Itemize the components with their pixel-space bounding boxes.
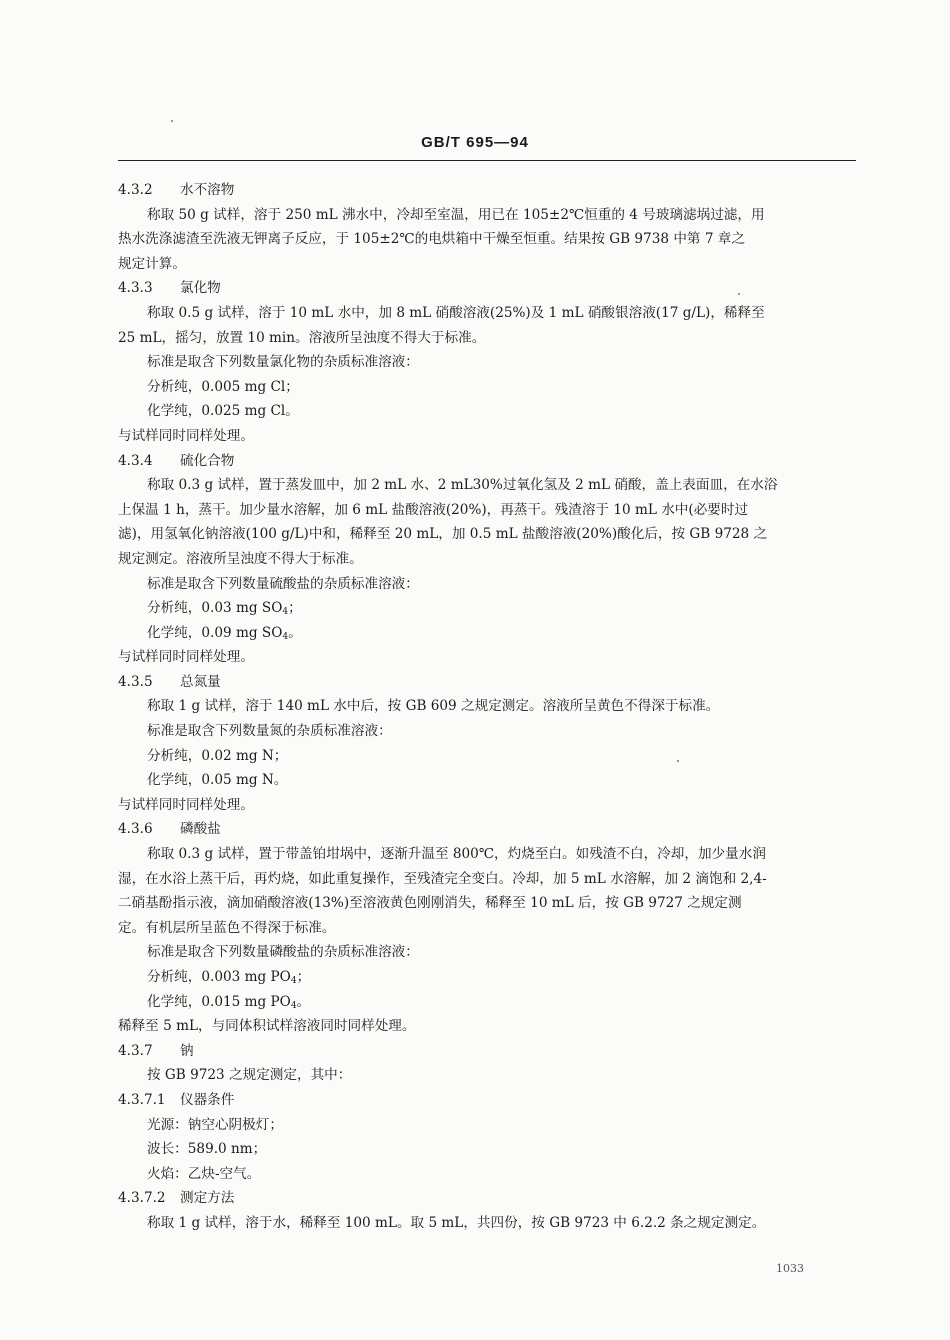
paragraph-line: 按 GB 9723 之规定测定，其中： [147,1067,352,1084]
paragraph-line: 标准是取含下列数量磷酸盐的杂质标准溶液： [147,944,419,961]
grade-line [118,965,858,990]
paragraph-line: 稀释至 5 mL，与同体积试样溶液同时同样处理。 [118,1018,416,1035]
grade-text: 分析纯，0.003 mg PO [147,969,291,985]
page-number: 1033 [776,1262,804,1275]
paragraph-line: 热水洗涤滤渣至洗液无钾离子反应，于 105±2℃的电烘箱中干燥至恒重。结果按 GB 9738 中第 7 章之 [118,231,745,248]
section-title: 钠 [180,1042,194,1059]
section-heading-4-3-2 [118,178,858,203]
grade-line: 分析纯，0.005 mg Cl； [147,378,299,395]
punctuation: ； [296,969,311,985]
subscript: 4 [282,607,289,618]
paragraph-line: 称取 1 g 试样，溶于水，稀释至 100 mL。取 5 mL，共四份，按 GB 9723 中 6.2.2 条之规定测定。 [147,1214,766,1231]
section-title: 水不溶物 [180,182,235,198]
grade-line: 化学纯，0.05 mg N。 [147,772,288,789]
punctuation: 。 [288,624,302,641]
section-heading-4-3-7 [118,1039,858,1064]
subscript: 4 [290,1000,297,1011]
paragraph-line: 与试样同时同样处理。 [118,796,254,813]
section-heading-4-3-3 [118,276,858,301]
grade-line: 分析纯，0.02 mg N； [147,747,288,764]
section-title: 氯化物 [180,280,221,297]
paragraph-line: 二硝基酚指示液，滴加硝酸溶液(13%)至溶液黄色刚刚消失，稀释至 10 mL 后，按 GB 9727 之规定测 [118,895,742,912]
section-title: 总氮量 [180,673,221,690]
section-heading-4-3-7-2 [118,1186,858,1211]
paragraph-line: 与试样同时同样处理。 [118,427,254,444]
section-heading-4-3-5 [118,670,858,695]
subscript: 4 [282,631,289,642]
scan-speck [171,120,173,122]
scan-speck [677,760,679,762]
paragraph-line: 标准是取含下列数量氯化物的杂质标准溶液： [147,354,419,371]
grade-line: 化学纯，0.025 mg Cl。 [147,403,299,420]
paragraph-line: 标准是取含下列数量氮的杂质标准溶液： [147,723,392,740]
section-number: 4.3.7.2 [118,1190,166,1207]
paragraph-line: 称取 0.5 g 试样，溶于 10 mL 水中，加 8 mL 硝酸溶液(25%)及 1 mL 硝酸银溶液(17 g/L)，稀释至 [147,304,765,321]
paragraph-line: 25 mL，摇匀，放置 10 min。溶液所呈浊度不得大于标准。 [118,329,486,346]
section-heading-4-3-7-1 [118,1088,858,1113]
paragraph-line: 滤)，用氢氧化钠溶液(100 g/L)中和，稀释至 20 mL，加 0.5 mL 盐酸溶液(20%)酸化后，按 GB 9728 之 [118,526,768,543]
subscript: 4 [290,976,297,986]
section-number: 4.3.5 [118,673,153,690]
header-divider [118,160,856,161]
paragraph-line: 规定计算。 [118,255,186,272]
paragraph-line: 湿，在水浴上蒸干后，再灼烧，如此重复操作，至残渣完全变白。冷却，加 5 mL 水溶解，加 2 滴饱和 2,4- [118,870,767,887]
condition-line: 波长：589.0 nm； [147,1141,267,1158]
section-title: 测定方法 [180,1190,235,1207]
grade-line [118,990,858,1015]
section-title: 仪器条件 [180,1091,235,1108]
paragraph-line: 称取 0.3 g 试样，置于蒸发皿中，加 2 mL 水、2 mL30%过氧化氢及 2 mL 硝酸，盖上表面皿，在水浴 [147,477,778,494]
section-number: 4.3.3 [118,280,153,297]
section-title: 硫化合物 [180,452,235,469]
scan-speck [738,293,740,295]
grade-text: 化学纯，0.015 mg PO [147,993,291,1010]
document-header: GB/T 695—94 [421,134,529,151]
condition-line: 光源：钠空心阴极灯； [147,1116,283,1133]
paragraph-line: 称取 50 g 试样，溶于 250 mL 沸水中，冷却至室温，用已在 105±2℃恒重的 4 号玻璃滤埚过滤，用 [147,206,765,223]
section-heading-4-3-4 [118,449,858,474]
paragraph-line: 称取 0.3 g 试样，置于带盖铂坩埚中，逐渐升温至 800℃，灼烧至白。如残渣不白，冷却，加少量水润 [147,846,766,863]
section-heading-4-3-6 [118,817,858,842]
grade-text: 化学纯，0.09 mg SO [147,624,283,641]
paragraph-line: 规定测定。溶液所呈浊度不得大于标准。 [118,550,363,567]
section-number: 4.3.4 [118,452,153,469]
section-number: 4.3.2 [118,182,153,198]
paragraph-line: 定。有机层所呈蓝色不得深于标准。 [118,919,336,936]
punctuation: 。 [296,993,311,1010]
grade-line [118,621,858,646]
section-title: 磷酸盐 [180,821,221,838]
punctuation: ； [288,600,302,617]
condition-line: 火焰：乙炔-空气。 [147,1165,261,1182]
section-number: 4.3.6 [118,821,153,838]
section-number: 4.3.7.1 [118,1091,166,1108]
grade-text: 分析纯，0.03 mg SO [147,600,283,617]
document-body [118,178,858,1236]
section-number: 4.3.7 [118,1042,153,1059]
grade-line [118,596,858,621]
paragraph-line: 上保温 1 h，蒸干。加少量水溶解，加 6 mL 盐酸溶液(20%)，再蒸干。残渣溶于 10 mL 水中(必要时过 [118,501,749,518]
paragraph-line: 称取 1 g 试样，溶于 140 mL 水中后，按 GB 609 之规定测定。溶液所呈黄色不得深于标准。 [147,698,720,715]
paragraph-line: 与试样同时同样处理。 [118,649,254,666]
paragraph-line: 标准是取含下列数量硫酸盐的杂质标准溶液： [147,575,419,592]
